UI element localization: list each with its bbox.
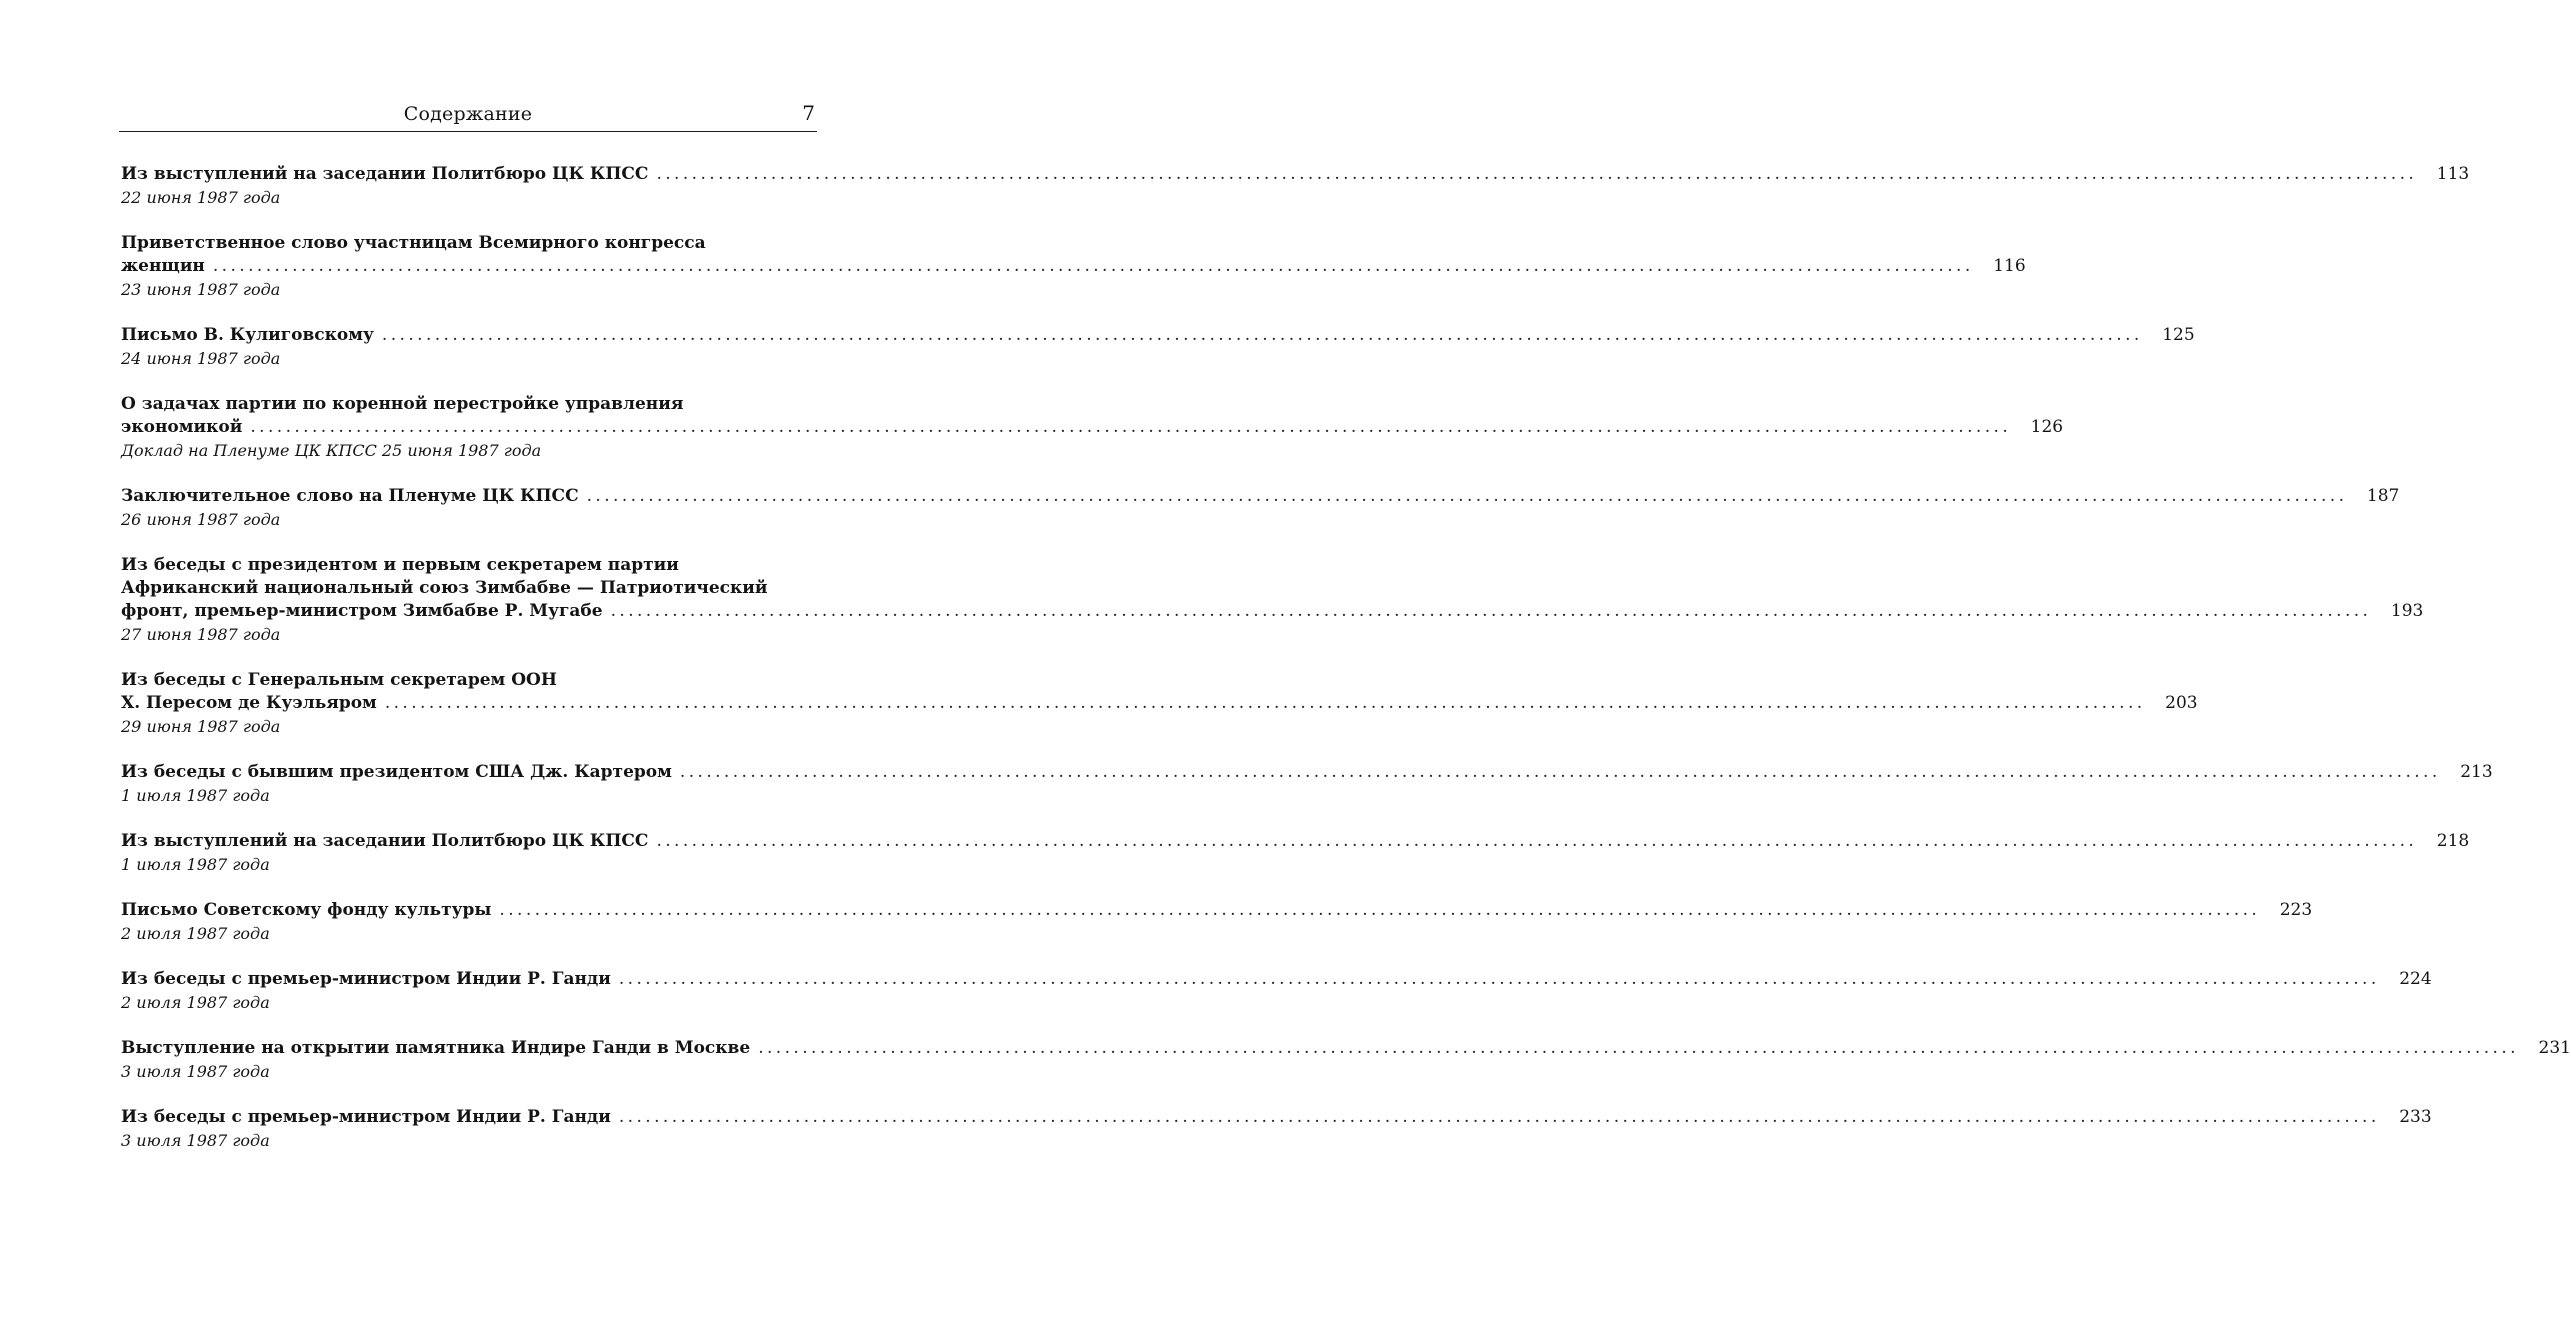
toc-entry[interactable] — [121, 669, 2198, 738]
entry-date: 24 июня 1987 года — [121, 349, 281, 368]
leader-dots: ........................................................................................................................................................................................................ — [618, 969, 2380, 989]
toc-entry[interactable] — [121, 830, 2470, 876]
leader-dots: ........................................................................................................................................................................................................ — [381, 325, 2143, 345]
entry-title: Из беседы с бывшим президентом США Дж. Картером — [121, 762, 672, 782]
entry-title: Африканский национальный союз Зимбабве — Патриотический — [121, 578, 768, 598]
entry-title: Выступление на открытии памятника Индире Ганди в Москве — [121, 1038, 751, 1058]
leader-dots: ........................................................................................................................................................................................................ — [679, 762, 2441, 782]
entry-date: 27 июня 1987 года — [121, 625, 281, 644]
leader-dots: ........................................................................................................................................................................................................ — [618, 1107, 2380, 1127]
entry-page-number: 223 — [2279, 900, 2313, 920]
leader-dots: ........................................................................................................................................................................................................ — [610, 601, 2372, 621]
entry-page-number: 233 — [2399, 1107, 2432, 1127]
running-header — [119, 101, 817, 132]
toc-entry[interactable] — [121, 554, 2424, 646]
leader-dots: ........................................................................................................................................................................................................ — [250, 417, 2012, 437]
leader-dots: ........................................................................................................................................................................................................ — [586, 486, 2348, 506]
entry-title: Письмо В. Кулиговскому — [121, 325, 374, 345]
entry-page-number: 116 — [1993, 256, 2026, 276]
entry-date: 1 июля 1987 года — [121, 855, 270, 874]
toc-entry[interactable] — [121, 163, 2470, 209]
entry-title: Приветственное слово участницам Всемирного конгресса — [121, 233, 706, 253]
entry-date: 3 июля 1987 года — [121, 1062, 270, 1081]
entry-date: 22 июня 1987 года — [121, 188, 281, 207]
toc-entry[interactable] — [121, 1106, 2432, 1152]
entry-date: 2 июля 1987 года — [121, 924, 270, 943]
toc-entry[interactable] — [121, 761, 2493, 807]
header-title: Содержание — [403, 103, 533, 125]
leader-dots: ........................................................................................................................................................................................................ — [758, 1038, 2519, 1058]
entry-page-number: 224 — [2399, 969, 2432, 989]
toc-entry[interactable] — [121, 485, 2400, 531]
leader-dots: ........................................................................................................................................................................................................ — [384, 693, 2146, 713]
entry-page-number: 203 — [2165, 693, 2198, 713]
leader-dots: ........................................................................................................................................................................................................ — [656, 831, 2418, 851]
entry-date: 29 июня 1987 года — [121, 717, 281, 736]
entry-title: Из выступлений на заседании Политбюро ЦК КПСС — [121, 164, 649, 184]
entry-title: О задачах партии по коренной перестройке управления — [121, 394, 684, 414]
entry-page-number: 125 — [2162, 325, 2195, 345]
entry-page-number: 113 — [2436, 164, 2470, 184]
entry-title: Заключительное слово на Пленуме ЦК КПСС — [121, 486, 579, 506]
entry-date: 2 июля 1987 года — [121, 993, 270, 1012]
toc-entry[interactable] — [121, 232, 2026, 301]
entry-date: 1 июля 1987 года — [121, 786, 270, 805]
entry-title: Из беседы с президентом и первым секретарем партии — [121, 555, 679, 575]
page-number: 7 — [802, 101, 815, 125]
entry-page-number: 218 — [2436, 831, 2470, 851]
toc-entry[interactable] — [121, 393, 2064, 462]
toc-entry[interactable] — [121, 899, 2313, 945]
entry-title: Из беседы с премьер-министром Индии Р. Ганди — [121, 1107, 611, 1127]
entry-date: 3 июля 1987 года — [121, 1131, 270, 1150]
entry-date: 23 июня 1987 года — [121, 280, 281, 299]
toc-entry[interactable] — [121, 324, 2195, 370]
entry-page-number: 193 — [2390, 601, 2424, 621]
leader-dots: ........................................................................................................................................................................................................ — [656, 164, 2418, 184]
entry-page-number: 213 — [2460, 762, 2493, 782]
entry-title: Х. Пересом де Куэльяром — [121, 693, 377, 713]
entry-title: экономикой — [121, 417, 243, 437]
toc-entry[interactable] — [121, 1037, 2571, 1083]
entry-title: Из беседы с премьер-министром Индии Р. Ганди — [121, 969, 611, 989]
entry-page-number: 231 — [2538, 1038, 2571, 1058]
entry-title: Из выступлений на заседании Политбюро ЦК КПСС — [121, 831, 649, 851]
entry-date: 26 июня 1987 года — [121, 510, 281, 529]
entry-page-number: 126 — [2030, 417, 2064, 437]
entry-page-number: 187 — [2366, 486, 2400, 506]
entry-title: Из беседы с Генеральным секретарем ООН — [121, 670, 557, 690]
entry-title: женщин — [121, 256, 205, 276]
entry-title: фронт, премьер-министром Зимбабве Р. Мугабе — [121, 601, 603, 621]
entry-date: Доклад на Пленуме ЦК КПСС 25 июня 1987 года — [121, 441, 542, 460]
leader-dots: ........................................................................................................................................................................................................ — [212, 256, 1974, 276]
entry-title: Письмо Советскому фонду культуры — [121, 900, 492, 920]
toc-entry[interactable] — [121, 968, 2432, 1014]
leader-dots: ........................................................................................................................................................................................................ — [499, 900, 2261, 920]
